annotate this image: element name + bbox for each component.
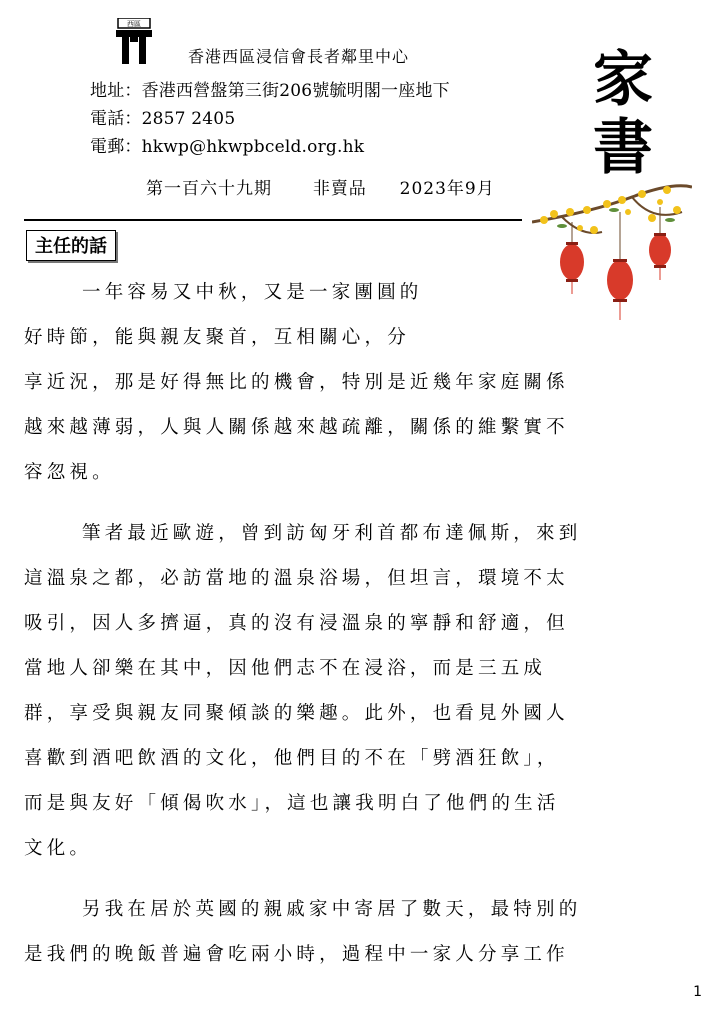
article-line: 越來越薄弱，人與人關係越來越疏離，關係的維繫實不 [24,417,569,438]
page-number: 1 [693,984,702,1000]
article-line: 享近況，那是好得無比的機會，特別是近幾年家庭關係 [24,372,569,393]
article-body [24,270,696,977]
article-line: 容忽視。 [24,462,115,483]
article-line: 而是與友好「傾偈吹水」，這也讓我明白了他們的生活 [24,793,560,814]
issue-number: 第一百六十九期 [146,179,272,199]
address: 地址：香港西營盤第三街206號毓明閣一座地下 [90,81,450,101]
article-line: 文化。 [24,838,93,859]
article-line: 是我們的晚飯普遍會吃兩小時，過程中一家人分享工作 [24,944,569,965]
email: 電郵：hkwp@hkwpbceld.org.hk [90,137,365,157]
center-logo-icon [116,18,152,66]
logo-text: 西區 [127,20,141,28]
newsletter-title [588,46,658,182]
article-line: 好時節，能與親友聚首，互相關心，分 [24,327,410,348]
title-char-1: 家 [593,45,653,115]
article-line: 群，享受與親友同聚傾談的樂趣。此外，也看見外國人 [24,703,569,724]
not-for-sale: 非賣品 [312,179,367,199]
article-line: 另我在居於英國的親戚家中寄居了數天，最特別的 [82,899,582,920]
title-char-2: 書 [593,113,653,183]
phone: 電話：2857 2405 [90,109,236,129]
issue-date: 2023年9月 [399,179,495,199]
article-line: 當地人卻樂在其中，因他們志不在浸浴，而是三五成 [24,658,547,679]
article-line: 喜歡到酒吧飲酒的文化，他們目的不在「劈酒狂飲」， [24,748,560,769]
article-line: 筆者最近歐遊，曾到訪匈牙利首都布達佩斯，來到 [82,523,582,544]
header-divider [24,219,522,221]
article-line: 吸引，因人多擠逼，真的沒有浸溫泉的寧靜和舒適，但 [24,613,569,634]
issue-info [146,174,495,199]
section-label: 主任的話 [26,230,116,261]
article-line: 一年容易又中秋，又是一家團圓的 [82,282,423,303]
article-line: 這溫泉之都，必訪當地的溫泉浴場，但坦言，環境不太 [24,568,569,589]
org-name: 香港西區浸信會長者鄰里中心 [188,47,410,66]
